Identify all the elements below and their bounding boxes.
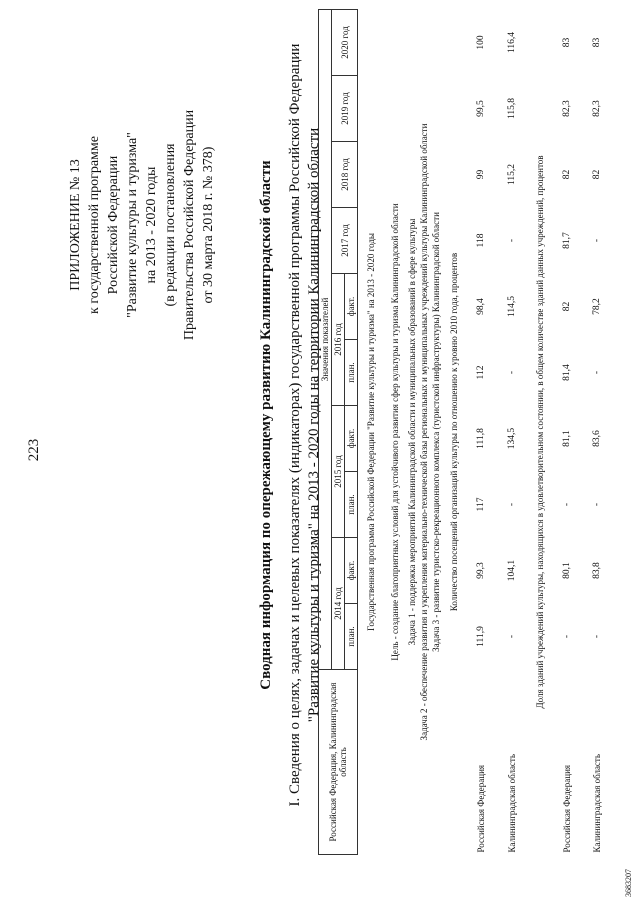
cell-value: - [561, 502, 572, 507]
task-row: Задача 1 - поддержка мероприятий Калининградской области и муниципальных образований в сфере культуры [406, 218, 417, 646]
fact-header: факт. [345, 406, 358, 472]
cell-value: 83 [591, 37, 602, 48]
cell-value: 99,3 [475, 562, 486, 579]
cell-value: 82 [561, 301, 572, 312]
year-header-2020: 2020 год [332, 9, 358, 75]
plan-header: план. [345, 472, 358, 538]
table-row [552, 9, 582, 854]
cell-value: 104,1 [506, 559, 517, 582]
year-header-2016: 2016 год [332, 274, 345, 406]
program-row: Государственная программа Российской Федерации "Развитие культуры и туризма" на 2013 - 2020 годы [365, 233, 376, 631]
cell-value: 99 [475, 169, 486, 180]
cell-value: 99,5 [475, 100, 486, 117]
year-header-2018: 2018 год [332, 142, 358, 208]
task-row: Задача 2 - обеспечение развития и укрепления материально-технической базы региональных и муниципальных учреждений культуры Калининградской области [418, 123, 429, 741]
cell-value: 78,2 [591, 298, 602, 315]
row-label: Калининградская область [506, 754, 517, 853]
cell-value: 114,5 [506, 295, 517, 318]
cell-value: 80,1 [561, 562, 572, 579]
cell-value: - [591, 370, 602, 375]
cell-value: 134,5 [506, 427, 517, 450]
cell-value: 100 [475, 35, 486, 50]
section-title-line: "Развитие культуры и туризма" на 2013 - 2020 годы на территории Калининградской области [306, 127, 322, 723]
cell-value: 83 [561, 37, 572, 48]
row-label: Калининградская область [591, 754, 602, 853]
appendix-line: ПРИЛОЖЕНИЕ № 13 [68, 159, 83, 291]
table-row [582, 9, 612, 854]
cell-value: 116,4 [506, 31, 517, 54]
appendix-line: Правительства Российской Федерации [182, 109, 197, 341]
cell-value: - [506, 502, 517, 507]
cell-value: 111,8 [475, 428, 486, 449]
appendix-line: от 30 марта 2018 г. № 378) [201, 146, 216, 304]
region-header: Российская Федерация, Калининградская область [319, 670, 358, 855]
cell-value: 82 [561, 169, 572, 180]
cell-value: 81,1 [561, 430, 572, 447]
document-id: 3683207 [624, 869, 633, 897]
cell-value: 83,8 [591, 562, 602, 579]
appendix-line: к государственной программе [87, 136, 102, 314]
indicators-table [318, 9, 612, 855]
plan-header: план. [345, 604, 358, 670]
section-title-line: I. Сведения о целях, задачах и целевых показателях (индикаторах) государственной программы Российской Федерации [287, 43, 303, 807]
appendix-line: "Развитие культуры и туризма" [125, 132, 140, 318]
cell-value: - [506, 634, 517, 639]
main-title: Сводная информация по опережающему развитию Калининградской области [258, 160, 274, 690]
year-header-2017: 2017 год [332, 208, 358, 274]
cell-value: 81,4 [561, 364, 572, 381]
cell-value: 112 [475, 365, 486, 380]
page-number: 223 [26, 438, 42, 462]
row-label: Российская Федерация [561, 764, 572, 853]
cell-value: 82,3 [561, 100, 572, 117]
task-row: Задача 3 - развитие туристско-рекреационного комплекса (туристской инфраструктуры) Калининградской области [430, 212, 441, 652]
cell-value: 98,4 [475, 298, 486, 315]
fact-header: факт. [345, 538, 358, 604]
appendix-line: Российской Федерации [106, 155, 121, 295]
cell-value: - [506, 370, 517, 375]
cell-value: - [591, 502, 602, 507]
indicator-row: Доля зданий учреждений культуры, находящихся в удовлетворительном состоянии, в общем количестве зданий данных учреждений, процентов [534, 155, 545, 709]
year-header-2015: 2015 год [332, 406, 345, 538]
cell-value: - [591, 238, 602, 243]
fact-header: факт. [345, 274, 358, 340]
row-label: Российская Федерация [475, 764, 486, 853]
table-row [496, 9, 528, 854]
cell-value: 82 [591, 169, 602, 180]
appendix-line: на 2013 - 2020 годы [144, 166, 159, 284]
cell-value: 81,7 [561, 232, 572, 249]
cell-value: - [506, 238, 517, 243]
cell-value: - [591, 634, 602, 639]
cell-value: 82,3 [591, 100, 602, 117]
goal-row: Цель - создание благоприятных условий для устойчивого развития сфер культуры и туризма Калининградской области [389, 203, 400, 661]
cell-value: 118 [475, 233, 486, 248]
table-row [466, 9, 496, 854]
appendix-header [66, 45, 218, 405]
cell-value: 115,8 [506, 97, 517, 120]
values-header: Значения показателей [319, 9, 332, 669]
year-header-2014: 2014 год [332, 538, 345, 670]
plan-header: план. [345, 340, 358, 406]
cell-value: 117 [475, 497, 486, 512]
cell-value: 115,2 [506, 163, 517, 186]
indicator-row: Количество посещений организаций культуры по отношению к уровню 2010 года, процентов [448, 252, 459, 612]
year-header-2019: 2019 год [332, 76, 358, 142]
appendix-line: (в редакции постановления [163, 143, 178, 307]
cell-value: 111,9 [475, 626, 486, 647]
cell-value: 83,6 [591, 430, 602, 447]
cell-value: - [561, 634, 572, 639]
